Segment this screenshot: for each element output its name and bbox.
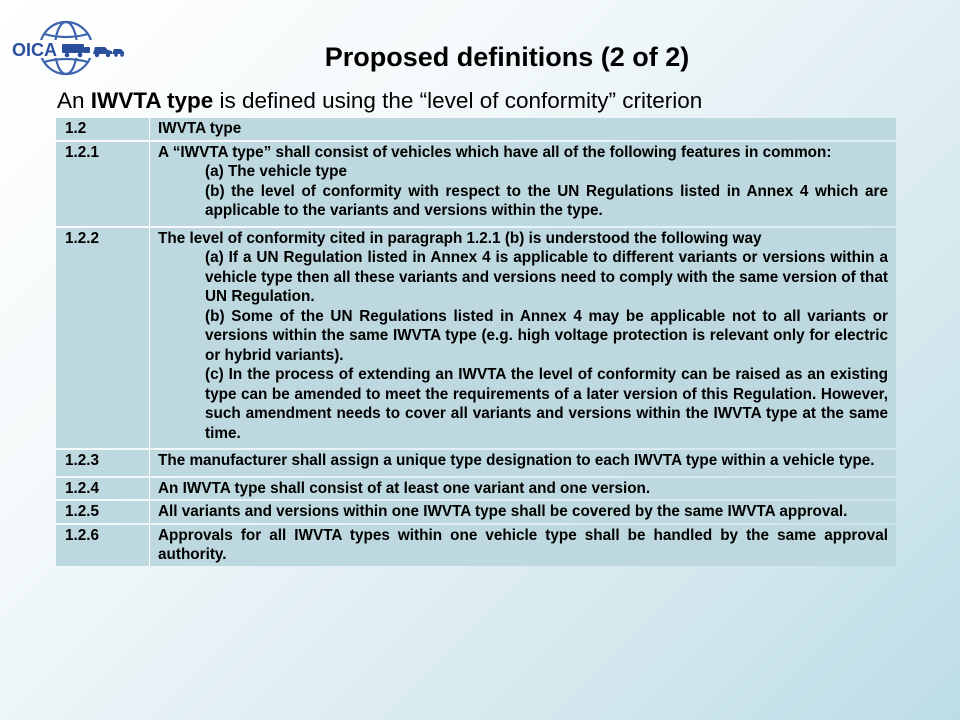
row-subitem: (a) If a UN Regulation listed in Annex 4 is applicable to different variants or versions within a vehicle type then all these variants and versions need to comply with the same version of that UN Regulation. (205, 249, 888, 305)
row-subitem: (b) Some of the UN Regulations listed in Annex 4 may be applicable not to all variants or versions within the same IWVTA type (e.g. high voltage protection is relevant only for electric or hybrid variants). (205, 307, 888, 364)
row-text (150, 142, 896, 226)
subtitle (57, 88, 702, 114)
table-row (56, 501, 896, 523)
table-row (56, 142, 896, 226)
row-number: 1.2.3 (56, 450, 150, 476)
row-subitem: (c) In the process of extending an IWVTA the level of conformity can be raised as an existing type can be amended to meet the requirements of a later version of this Regulation. However, such amendment needs to cover all variants and versions within the IWVTA type at the same time. (205, 366, 888, 442)
row-number: 1.2.1 (56, 142, 150, 226)
definitions-table (56, 116, 896, 568)
row-text: The manufacturer shall assign a unique type designation to each IWVTA type within a vehicle type. (150, 450, 896, 476)
table-row (56, 118, 896, 140)
svg-text:OICA: OICA (12, 40, 57, 60)
row-paragraph: The level of conformity cited in paragraph 1.2.1 (b) is understood the following way (158, 229, 762, 247)
row-text: Approvals for all IWVTA types within one vehicle type shall be handled by the same approval authority. (150, 525, 896, 566)
row-number: 1.2.4 (56, 478, 150, 500)
row-text: An IWVTA type shall consist of at least one variant and one version. (150, 478, 896, 500)
row-subitem: (b) the level of conformity with respect to the UN Regulations listed in Annex 4 which are applicable to the variants and versions within the type. (205, 182, 888, 219)
row-text: IWVTA type (150, 118, 896, 140)
subtitle-post: is defined using the “level of conformity” criterion (213, 88, 703, 113)
row-text: All variants and versions within one IWVTA type shall be covered by the same IWVTA approval. (150, 501, 896, 523)
row-text (150, 228, 896, 449)
table-row (56, 478, 896, 500)
row-subitem: (a) The vehicle type (205, 163, 347, 180)
row-number: 1.2.6 (56, 525, 150, 566)
row-number: 1.2 (56, 118, 150, 140)
row-number: 1.2.2 (56, 228, 150, 449)
table-row (56, 228, 896, 449)
subtitle-emphasis: IWVTA type (90, 88, 214, 113)
subtitle-pre: An (57, 88, 91, 113)
page-title: Proposed definitions (2 of 2) (324, 42, 690, 72)
row-paragraph: A “IWVTA type” shall consist of vehicles which have all of the following features in common: (158, 143, 832, 161)
table-row (56, 450, 896, 476)
row-number: 1.2.5 (56, 501, 150, 523)
table-row (56, 525, 896, 566)
